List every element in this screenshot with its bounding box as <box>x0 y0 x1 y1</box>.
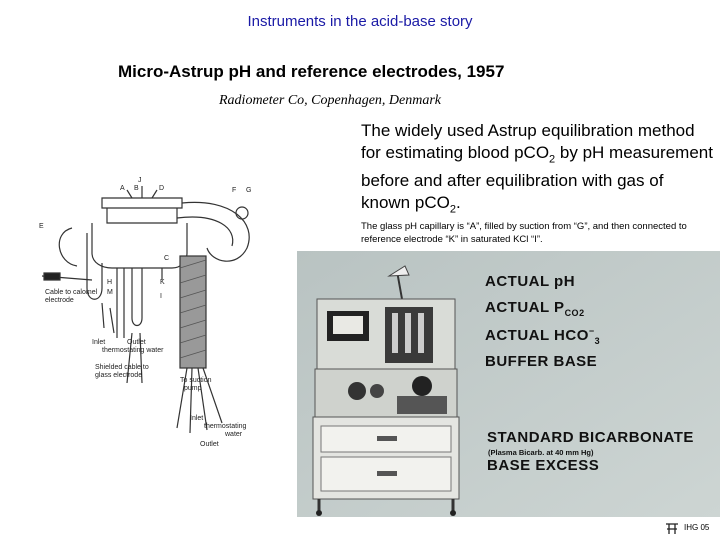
svg-text:glass electrode: glass electrode <box>95 372 143 379</box>
svg-text:K: K <box>160 279 165 286</box>
svg-text:G: G <box>246 187 252 194</box>
svg-text:Shielded cable to: Shielded cable to <box>95 364 149 371</box>
svg-text:A: A <box>120 185 125 192</box>
slide-title: Micro-Astrup pH and reference electrodes, 1957 <box>118 62 505 81</box>
svg-text:pump: pump <box>184 385 202 392</box>
svg-text:Inlet: Inlet <box>92 339 106 346</box>
capillary-note: The glass pH capillary is “A”, filled by suction from “G”, and then connected to reference electrode “K” in saturated KCl “I”. <box>361 221 687 245</box>
manufacturer-subtitle: Radiometer Co, Copenhagen, Denmark <box>219 93 442 108</box>
actual-pco2-label: ACTUAL $P_{CO2}$ <box>485 299 585 318</box>
svg-text:Inlet: Inlet <box>190 415 204 422</box>
svg-text:C: C <box>164 255 170 262</box>
svg-text:To suction: To suction <box>180 377 212 384</box>
svg-text:electrode: electrode <box>45 297 74 304</box>
svg-text:B: B <box>134 185 139 192</box>
svg-text:J: J <box>138 177 142 184</box>
svg-text:H: H <box>107 279 113 286</box>
buffer-base-label: BUFFER BASE <box>485 353 598 370</box>
svg-text:water: water <box>225 431 243 438</box>
slide-header: Instruments in the acid-base story <box>247 13 473 30</box>
electrode-drawing <box>32 168 294 464</box>
standard-bicarbonate-label: STANDARD BICARBONATE <box>487 429 694 446</box>
instrument-photo <box>297 251 720 517</box>
logo-icon <box>664 520 680 536</box>
svg-text:D: D <box>159 185 165 192</box>
svg-text:E: E <box>39 223 44 230</box>
electrode-diagram <box>32 168 294 464</box>
actual-ph-label: ACTUAL pH <box>485 273 576 290</box>
instrument-cart-image <box>297 251 720 517</box>
cable-label: Cable to calomel <box>45 289 98 296</box>
svg-text:Outlet: Outlet <box>200 441 219 448</box>
method-description: The widely used Astrup equilibration method for estimating blood pCO$_2$ by pH measurement before and after equilibration with gas of known pCO$_2$. <box>361 121 713 216</box>
svg-text:F: F <box>232 187 237 194</box>
actual-hco3-label: ACTUAL $HCO^-_3$ <box>485 326 601 346</box>
svg-text:M: M <box>107 289 113 296</box>
standard-bicarbonate-note: (Plasma Bicarb. at 40 mm Hg) <box>488 448 594 457</box>
svg-text:I: I <box>160 293 162 300</box>
svg-text:Outlet: Outlet <box>127 339 146 346</box>
svg-text:thermostating: thermostating <box>204 423 247 430</box>
svg-text:thermostating water: thermostating water <box>102 347 164 354</box>
base-excess-label: BASE EXCESS <box>487 457 600 474</box>
slide-code: IHG 05 <box>684 523 710 532</box>
